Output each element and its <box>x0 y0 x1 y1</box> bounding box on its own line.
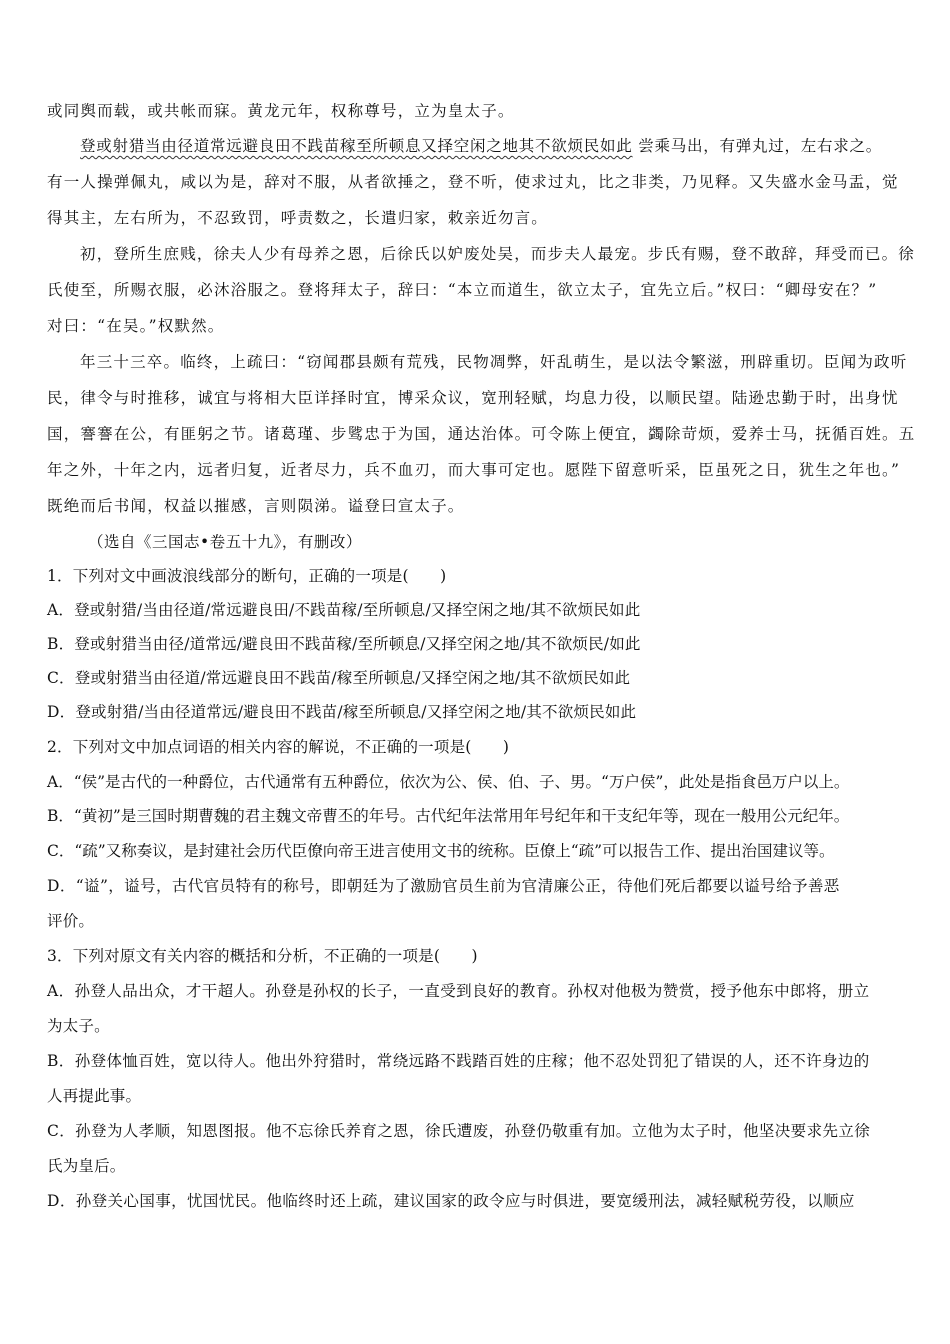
passage-text: 尝乘马出，有弹丸过，左右求之。 <box>632 137 882 155</box>
question-stem: 2．下列对文中加点词语的相关内容的解说，不正确的一项是( ) <box>47 738 510 756</box>
option-c: C．登或射猎当由径道/常远避良田不践苗/稼至所顿息/又择空闲之地/其不欲烦民如此 <box>47 669 631 687</box>
option-c: C．孙登为人孝顺，知恩图报。他不忘徐氏养育之恩，徐氏遭废，孙登仍敬重有加。立他为太子时，他坚决要求先立徐 <box>47 1122 871 1140</box>
option-c-cont: 氏为皇后。 <box>47 1157 126 1175</box>
option-a: A．孙登人品出众，才干超人。孙登是孙权的长子，一直受到良好的教育。孙权对他极为赞赏，授予他东中郎将，册立 <box>47 982 870 1000</box>
passage-line: 年三十三卒。临终，上疏曰：“窃闻郡县颇有荒残，民物凋弊，奸乱萌生，是以法令繁滋，刑辟重切。臣闻为政听 <box>80 353 908 371</box>
option-d: D．孙登关心国事，忧国忧民。他临终时还上疏，建议国家的政令应与时俱进，要宽缓刑法，减轻赋税劳役，以顺应 <box>47 1192 855 1210</box>
option-b: B．登或射猎当由径/道常远/避良田不践苗稼/至所顿息/又择空闲之地/其不欲烦民/如此 <box>47 635 641 653</box>
option-d: D．登或射猎/当由径道常远/避良田不践苗/稼至所顿息/又择空闲之地/其不欲烦民如此 <box>47 703 637 721</box>
option-b: B．“黄初”是三国时期曹魏的君主魏文帝曹丕的年号。古代纪年法常用年号纪年和干支纪年等，现在一般用公元纪年。 <box>47 807 850 825</box>
option-c: C．“疏”又称奏议，是封建社会历代臣僚向帝王进言使用文书的统称。臣僚上“疏”可以报告工作、提出治国建议等。 <box>47 842 835 860</box>
passage-line: 得其主，左右所为，不忍致罚，呼责数之，长遣归家，敕亲近勿言。 <box>47 209 549 227</box>
passage-line: 既绝而后书闻，权益以摧感，言则陨涕。谥登曰宣太子。 <box>47 497 465 515</box>
passage-line: 或同舆而载，或共帐而寐。黄龙元年，权称尊号，立为皇太子。 <box>47 102 515 120</box>
option-a: A．“侯”是古代的一种爵位，古代通常有五种爵位，依次为公、侯、伯、子、男。“万户侯”，此处是指食邑万户以上。 <box>47 773 850 791</box>
passage-line: 有一人操弹佩丸，咸以为是，辞对不服，从者欲捶之，登不听，使求过丸，比之非类，乃见释。又失盛水金马盂，觉 <box>47 173 899 191</box>
passage-line: 国，謇謇在公，有匪躬之节。诸葛瑾、步骘忠于为国，通达治体。可令陈上便宜，蠲除苛烦，爱养士马，抚循百姓。五 <box>47 425 916 443</box>
passage-line: 氏使至，所赐衣服，必沐浴服之。登将拜太子，辞曰：“本立而道生，欲立太子，宜先立后。”权曰：“卿母安在？” <box>47 281 878 299</box>
option-a: A．登或射猎/当由径道/常远避良田/不践苗稼/至所顿息/又择空闲之地/其不欲烦民如此 <box>47 601 641 619</box>
passage-line-wavy <box>80 136 882 156</box>
passage-line: 年之外，十年之内，远者归复，近者尽力，兵不血刃，而大事可定也。愿陛下留意听采，臣虽死之日，犹生之年也。” <box>47 461 901 479</box>
wavy-underlined-text: 登或射猎当由径道常远避良田不践苗稼至所顿息又择空闲之地其不欲烦民如此 <box>80 137 633 155</box>
passage-line: 初，登所生庶贱，徐夫人少有母养之恩，后徐氏以妒废处吴，而步夫人最宠。步氏有赐，登不敢辞，拜受而已。徐 <box>80 245 916 263</box>
question-stem: 3．下列对原文有关内容的概括和分析，不正确的一项是( ) <box>47 947 478 965</box>
option-b-cont: 人再提此事。 <box>47 1087 142 1105</box>
option-d: D．“谥”，谥号，古代官员特有的称号，即朝廷为了激励官员生前为官清廉公正，待他们死后都要以谥号给予善恶 <box>47 877 840 895</box>
passage-line: 民，律令与时推移，诚宜与将相大臣详择时宜，博采众议，宽刑轻赋，均息力役，以顺民望。陆逊忠勤于时，出身忧 <box>47 389 899 407</box>
option-b: B．孙登体恤百姓，宽以待人。他出外狩猎时，常绕远路不践踏百姓的庄稼；他不忍处罚犯了错误的人，还不许身边的 <box>47 1052 870 1070</box>
source-citation: （选自《三国志•卷五十九》，有删改） <box>88 533 362 551</box>
passage-line: 对曰：“在吴。”权默然。 <box>47 317 225 335</box>
option-a-cont: 为太子。 <box>47 1017 110 1035</box>
question-stem: 1．下列对文中画波浪线部分的断句，正确的一项是( ) <box>47 567 447 585</box>
option-d-cont: 评价。 <box>47 912 95 930</box>
